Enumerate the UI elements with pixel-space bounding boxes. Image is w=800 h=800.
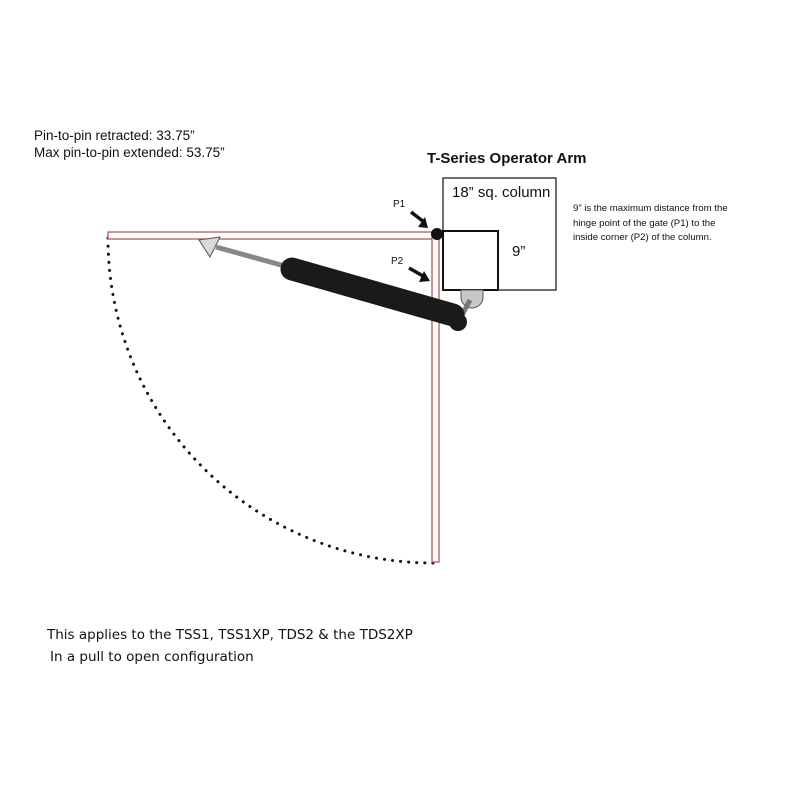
gate-closed-position (108, 232, 436, 239)
mounting-bracket (461, 290, 483, 308)
diagram-title: T-Series Operator Arm (427, 150, 587, 167)
p2-label: P2 (391, 256, 404, 267)
column-label: 18” sq. column (452, 184, 551, 201)
actuator-body (292, 269, 453, 315)
footer-applies-to: This applies to the TSS1, TSS1XP, TDS2 & the TDS2XP (47, 627, 413, 643)
column-inset-square (443, 231, 498, 290)
hinge-point-p1 (431, 228, 443, 240)
p1-arrow-icon (411, 212, 428, 228)
p2-arrow-icon (409, 268, 430, 282)
actuator-end-cap (449, 313, 467, 331)
spec-extended: Max pin-to-pin extended: 53.75” (34, 145, 225, 160)
footer-configuration: In a pull to open configuration (50, 649, 254, 665)
gap-dimension-label: 9” (512, 243, 526, 260)
spec-retracted: Pin-to-pin retracted: 33.75” (34, 128, 195, 143)
p1-label: P1 (393, 199, 406, 210)
distance-note: 9” is the maximum distance from the hinge point of the gate (P1) to the inside corner (P2) of the column. (573, 203, 728, 244)
actuator-rod (216, 247, 292, 268)
gate-open-position (432, 236, 439, 562)
